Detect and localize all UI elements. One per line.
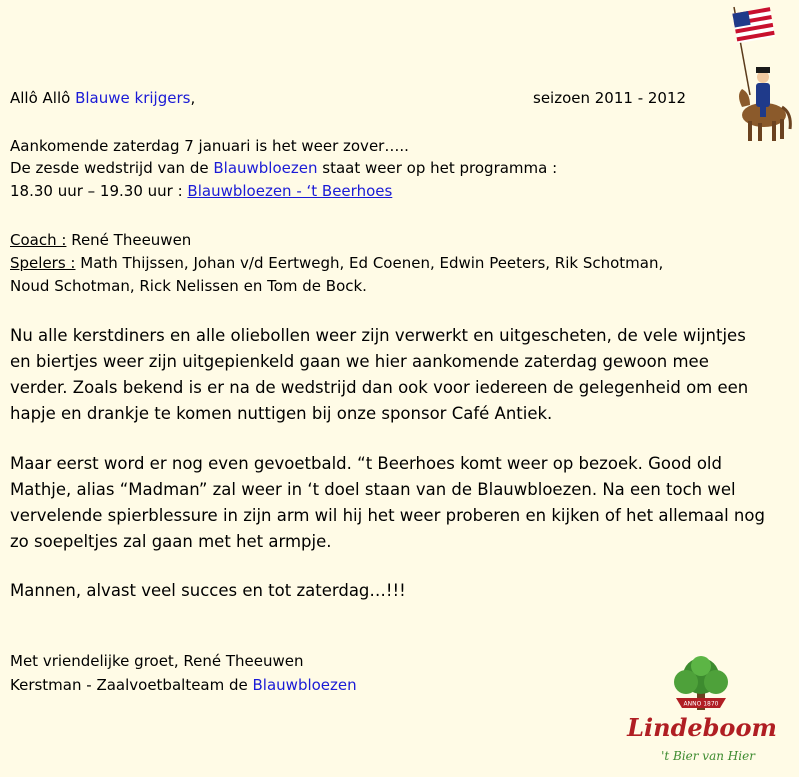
- signature-line-2: [10, 675, 357, 695]
- intro-line-2-end: staat weer op het programma :: [317, 159, 558, 177]
- coach-line: [10, 230, 191, 250]
- intro-team-name: Blauwbloezen: [213, 159, 318, 177]
- players-label: Spelers :: [10, 254, 76, 272]
- season-label: seizoen 2011 - 2012: [533, 89, 687, 107]
- signature-team-name: Blauwbloezen: [252, 676, 357, 694]
- coach-name: René Theeuwen: [66, 231, 192, 249]
- flag-rider-icon: [720, 3, 796, 145]
- paragraph-2: Maar eerst word er nog even gevoetbald. “t Beerhoes komt weer op bezoek. Good old Mathje, alias “Madman” zal weer in ‘t doel staan van de Blauwbloezen. Na een toch wel vervelende spierblessure in zijn arm wil hij het weer proberen en kijken of het allemaal nog zo soepeltjes zal gaan met het armpje.: [10, 454, 765, 551]
- intro-line-3: [10, 181, 392, 201]
- greeting-team-name: Blauwe krijgers: [75, 89, 191, 107]
- logo-badge: ANNO 1870: [683, 700, 719, 708]
- lindeboom-logo: [627, 654, 777, 770]
- coach-label: Coach :: [10, 231, 67, 249]
- players-line-2: Noud Schotman, Rick Nelissen en Tom de Bock.: [10, 277, 367, 295]
- intro-line-1: Aankomende zaterdag 7 januari is het weer zover…..: [10, 137, 409, 155]
- players-line-1: [10, 253, 663, 273]
- greeting-line: [10, 88, 195, 108]
- paragraph-1: Nu alle kerstdiners en alle oliebollen weer zijn verwerkt en uitgescheten, de vele wijntjes en biertjes weer zijn uitgepienkeld gaan we hier aankomende zaterdag gewoon mee verder. Zoals bekend is er na de wedstrijd dan ook voor iedereen de gelegenheid om een hapje en drankje te komen nuttigen bij onze sponsor Café Antiek.: [10, 326, 749, 423]
- match-teams: Blauwbloezen - ‘t Beerhoes: [187, 182, 393, 200]
- intro-line-2-start: De zesde wedstrijd van de: [10, 159, 214, 177]
- signature-role: Kerstman - Zaalvoetbalteam de: [10, 676, 253, 694]
- match-time: 18.30 uur – 19.30 uur :: [10, 182, 188, 200]
- logo-tagline: 't Bier van Hier: [661, 749, 755, 763]
- greeting-suffix: ,: [190, 89, 196, 107]
- closing-line: Mannen, alvast veel succes en tot zaterdag…!!!: [10, 581, 406, 600]
- greeting-prefix: Allô Allô: [10, 89, 76, 107]
- players-list-1: Math Thijssen, Johan v/d Eertwegh, Ed Coenen, Edwin Peeters, Rik Schotman,: [75, 254, 664, 272]
- signature-line-1: Met vriendelijke groet, René Theeuwen: [10, 652, 304, 670]
- logo-brand: Lindeboom: [627, 713, 777, 742]
- intro-line-2: [10, 158, 557, 178]
